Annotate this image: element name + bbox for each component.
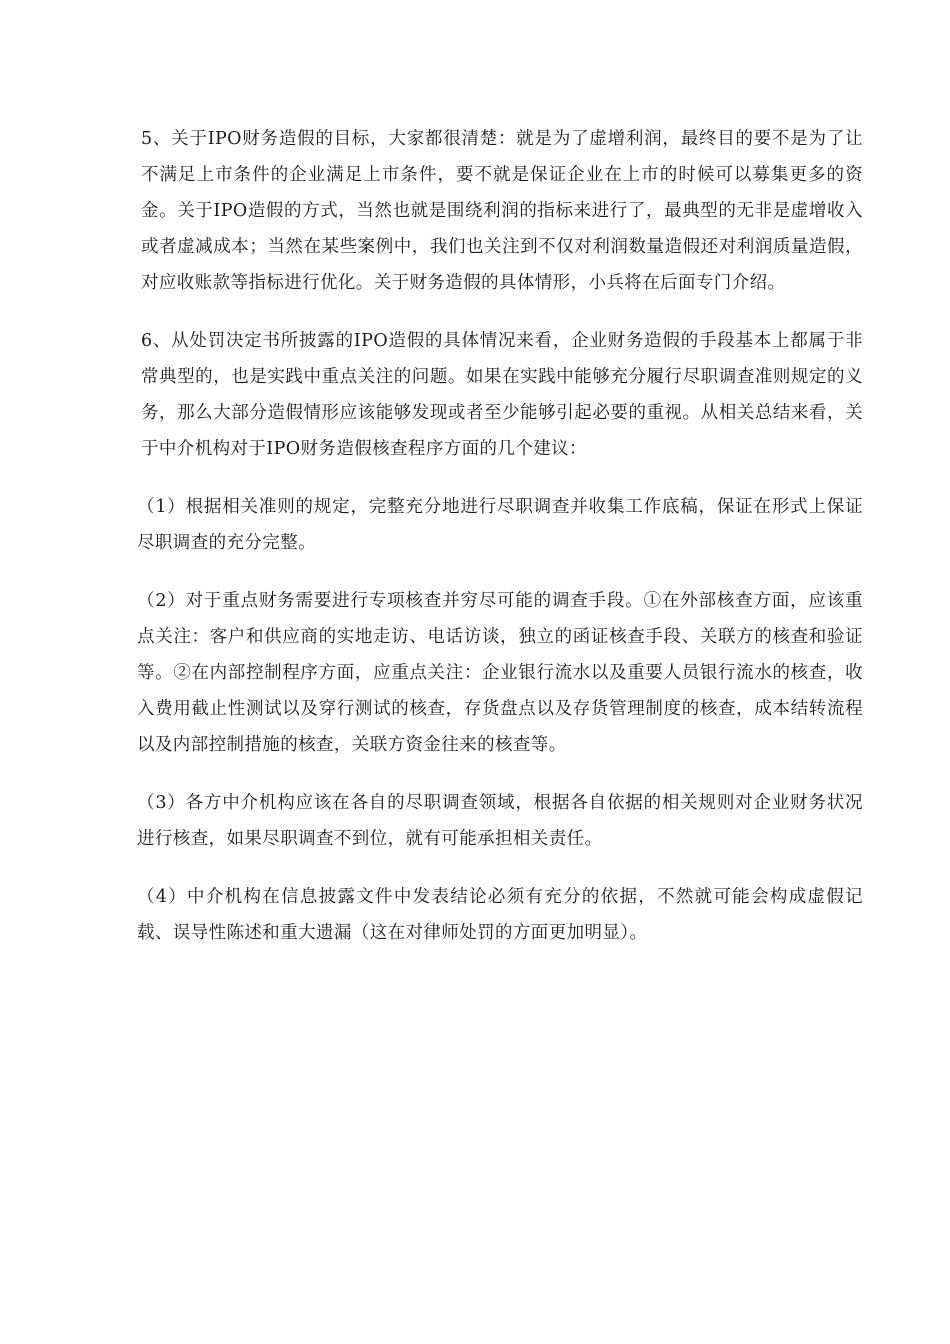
paragraph-5: 5、关于IPO财务造假的目标，大家都很清楚：就是为了虚增利润，最终目的要不是为了让不满足上市条件的企业满足上市条件，要不就是保证企业在上市的时候可以募集更多的资金。关于IPO造假的方式，当然也就是围绕利润的指标来进行了，最典型的无非是虚增收入或者虚减成本；当然在某些案例中，我们也关注到不仅对利润数量造假还对利润质量造假，对应收账款等指标进行优化。关于财务造假的具体情形，小兵将在后面专门介绍。 (141, 129, 863, 293)
suggestion-1: （1）根据相关准则的规定，完整充分地进行尽职调查并收集工作底稿，保证在形式上保证尽职调查的充分完整。 (137, 497, 863, 553)
document-page (137, 121, 863, 973)
suggestion-2: （2）对于重点财务需要进行专项核查并穷尽可能的调查手段。①在外部核查方面，应该重点关注：客户和供应商的实地走访、电话访谈，独立的函证核查手段、关联方的核查和验证等。②在内部控制程序方面，应重点关注：企业银行流水以及重要人员银行流水的核查，收入费用截止性测试以及穿行测试的核查，存货盘点以及存货管理制度的核查，成本结转流程以及内部控制措施的核查，关联方资金往来的核查等。 (137, 591, 863, 755)
suggestion-4: （4）中介机构在信息披露文件中发表结论必须有充分的依据，不然就可能会构成虚假记载、误导性陈述和重大遗漏（这在对律师处罚的方面更加明显）。 (137, 887, 863, 943)
suggestion-3: （3）各方中介机构应该在各自的尽职调查领域，根据各自依据的相关规则对企业财务状况进行核查，如果尽职调查不到位，就有可能承担相关责任。 (137, 793, 863, 849)
paragraph-6: 6、从处罚决定书所披露的IPO造假的具体情况来看，企业财务造假的手段基本上都属于非常典型的，也是实践中重点关注的问题。如果在实践中能够充分履行尽职调查准则规定的义务，那么大部分造假情形应该能够发现或者至少能够引起必要的重视。从相关总结来看，关于中介机构对于IPO财务造假核查程序方面的几个建议： (141, 331, 863, 459)
